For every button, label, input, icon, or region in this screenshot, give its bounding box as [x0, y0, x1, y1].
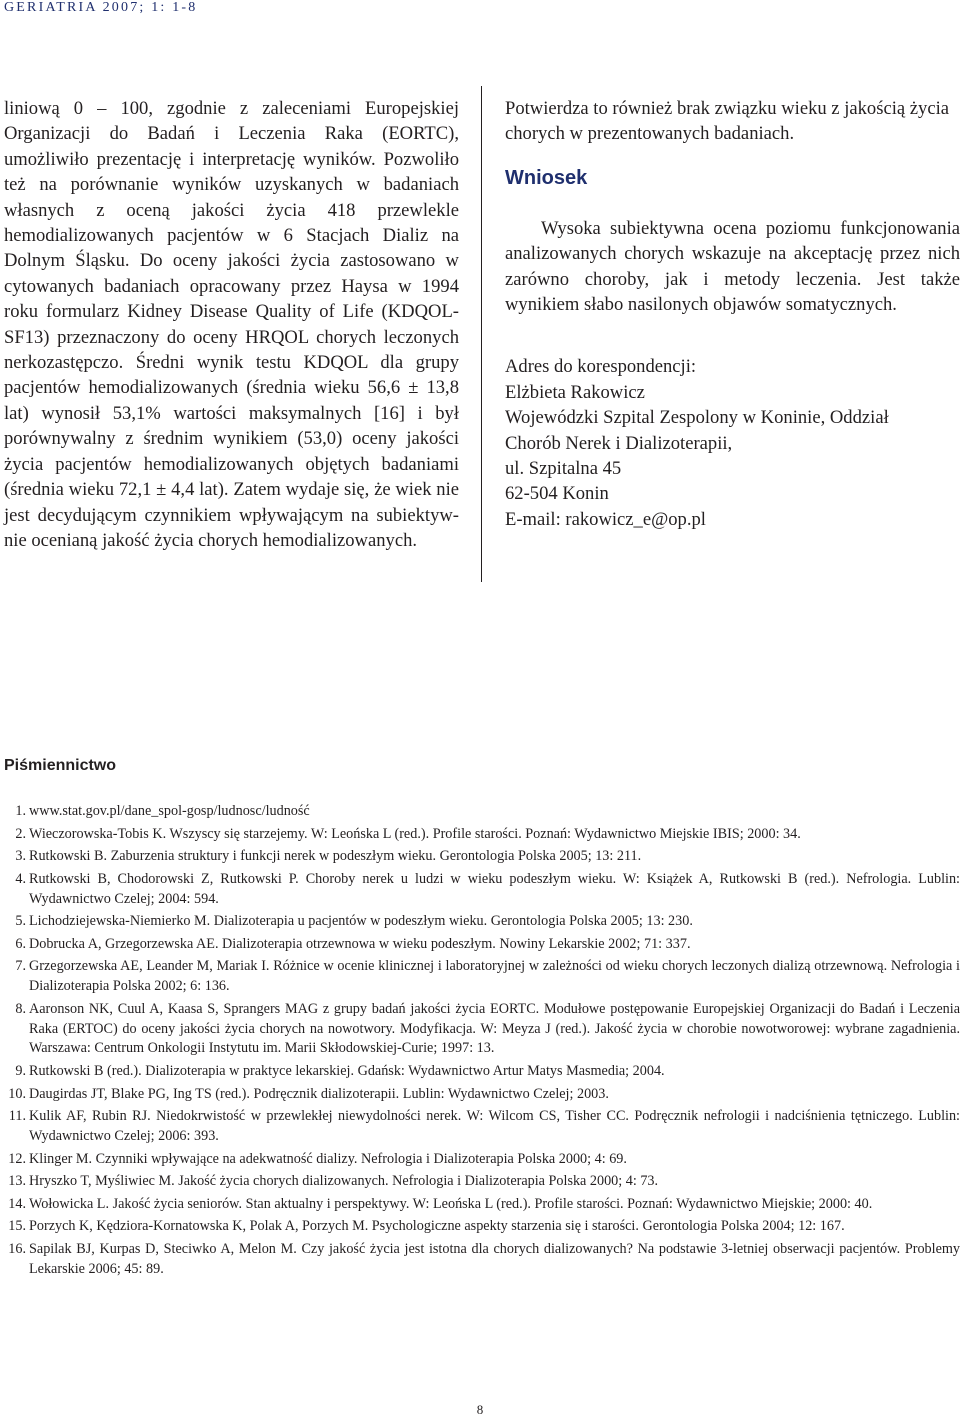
- reference-text: Lichodziejewska-Niemierko M. Dializoterapia u pacjentów w podeszłym wieku. Gerontologia Polska 2005; 13: 230.: [29, 913, 693, 930]
- reference-item: [4, 1240, 960, 1280]
- correspondence-address: [505, 354, 960, 532]
- reference-item: [4, 1195, 960, 1215]
- reference-number: 4.: [15, 870, 26, 887]
- reference-text: Dobrucka A, Grzegorzewska AE. Dializoterapia otrzewnowa w wieku podeszłym. Nowiny Lekarskie 2002; 71: 337.: [29, 935, 691, 952]
- intro-paragraph: Potwierdza to również brak związku wieku z jakością życia chorych w prezentowanych badaniach.: [505, 98, 949, 145]
- reference-item: [4, 825, 960, 845]
- reference-number: 9.: [15, 1062, 26, 1079]
- reference-item: [4, 847, 960, 867]
- reference-item: [4, 1000, 960, 1059]
- column-divider: [481, 86, 482, 582]
- reference-number: 3.: [15, 848, 26, 865]
- reference-number: 14.: [8, 1195, 26, 1212]
- reference-number: 13.: [8, 1173, 26, 1190]
- reference-item: [4, 912, 960, 932]
- reference-item: [4, 957, 960, 997]
- left-column: [4, 96, 459, 553]
- reference-text: Kulik AF, Rubin RJ. Niedokrwistość w przewlekłej niewydolności nerek. W: Wilcom CS, Tisher CC. Podręcznik nefrologii i nadciśnienia tętniczego. Lublin: Wydawnictwo Czelej; 2006: 393.: [29, 1108, 960, 1144]
- reference-text: Klinger M. Czynniki wpływające na adekwatność dializy. Nefrologia i Dializoterapia Polska 2000; 4: 69.: [29, 1150, 627, 1167]
- page-number: 8: [476, 1402, 484, 1417]
- references-heading: Piśmiennictwo: [4, 757, 117, 774]
- conclusion-heading: Wniosek: [505, 166, 588, 189]
- street: ul. Szpitalna 45: [505, 458, 622, 480]
- journal-running-header: GERIATRIA 2007; 1: 1-8: [4, 0, 198, 15]
- reference-number: 11.: [8, 1108, 26, 1125]
- reference-number: 5.: [15, 913, 26, 930]
- reference-text: Daugirdas JT, Blake PG, Ing TS (red.). Podręcznik dializoterapii. Lublin: Wydawnictwo Czelej; 2003.: [29, 1085, 609, 1102]
- reference-item: [4, 1062, 960, 1082]
- address-label: Adres do korespondencji:: [505, 356, 697, 378]
- reference-item: [4, 870, 960, 910]
- reference-number: 8.: [15, 1000, 26, 1017]
- reference-text: Rutkowski B. Zaburzenia struktury i funkcji nerek w podeszłym wieku. Gerontologia Polska 2005; 13: 211.: [29, 848, 642, 865]
- reference-text: www.stat.gov.pl/dane_spol-gosp/ludnosc/ludność: [29, 803, 310, 819]
- reference-number: 15.: [8, 1218, 26, 1235]
- institution-line-1: Wojewódzki Szpital Zespolony w Koninie, Oddział: [505, 407, 889, 429]
- reference-number: 7.: [15, 958, 26, 975]
- reference-text: Rutkowski B, Chodorowski Z, Rutkowski P. Choroby nerek u ludzi w wieku podeszłym wieku. W: Książek A, Rutkowski B (red.). Nefrologia. Lublin: Wydawnictwo Czelej; 2004: 594.: [29, 870, 960, 907]
- reference-number: 10.: [8, 1085, 26, 1102]
- reference-text: Rutkowski B (red.). Dializoterapia w praktyce lekarskiej. Gdańsk: Wydawnictwo Artur Matys Masmedia; 2004.: [29, 1062, 665, 1079]
- reference-text: Porzych K, Kędziora-Kornatowska K, Polak A, Porzych M. Psychologiczne aspekty starzenia się i starości. Gerontologia Polska 2004; 12: 167.: [29, 1218, 845, 1235]
- reference-number: 2.: [15, 825, 26, 842]
- reference-text: Sapilak BJ, Kurpas D, Steciwko A, Melon M. Czy jakość życia jest istotna dla chorych dializowanych? Na podstawie 3-letniej obserwacji pacjentów. Problemy Lekarskie 2006; 45: 89.: [29, 1240, 960, 1277]
- reference-text: Aaronson NK, Cuul A, Kaasa S, Sprangers MAG z grupy badań jakości życia EORTC. Modułowe postępowanie Europejskiej Organizacji do Badań i Leczenia Raka (ERTOC) do oceny jakości życia chorych na nowotwory. Modyfikacja. W: Meyza J (red.). Jakość życia w chorobie nowotworowej: wybrane zagadnienia. Warszawa: Centrum Onkologii Instytutu im. Marii Skłodowskiej-Curie; 1997: 13.: [29, 1000, 960, 1057]
- institution-line-2: Chorób Nerek i Dializoterapii,: [505, 432, 733, 454]
- conclusion-paragraph: Wysoka subiektywna ocena poziomu funkcjonowania analizowanych chorych wskazuje na akceptację przez nich zarówno choroby, jak i metody leczenia. Jest także wynikiem słabo nasilonych objawów somatycznych.: [505, 217, 960, 316]
- body-paragraph: liniową 0 – 100, zgodnie z zaleceniami Europejskiej Organizacji do Badań i Leczenia Raka (EORTC), umożliwiło prezentację i interpretację wyników. Pozwoliło też na porównanie wyników uzyskanych w badaniach własnych z oceną jakości życia 418 przewlekle hemodializowanych pacjentów w 6 Stacjach Dializ na Dolnym Śląsku. Do oceny jakości życia zastosowano w cytowanych badaniach opracowany przez Haysa w 1994 roku formularz Kidney Disease Quality of Life (KDQOL-SF13) przeznaczony do oceny HRQOL chorych leczonych nerkozastępczo. Średni wynik testu KDQOL dla grupy pacjentów hemodializowanych (średnia wieku 56,6 ± 13,8 lat) wynosił 53,1% wartości maksymalnych [16] i był porównywalny z średnim wynikiem (53,0) oceny jakości życia pacjentów hemodializowanych objętych badaniami (średnia wieku 72,1 ± 4,4 lat). Zatem wydaje się, że wiek nie jest decydującym czynnikiem wpływającym na subiektywnie ocenianą jakość życia chorych hemodializowanych.: [4, 98, 459, 551]
- reference-number: 6.: [15, 935, 26, 952]
- city: 62-504 Konin: [505, 483, 609, 505]
- reference-item: [4, 1150, 960, 1170]
- email[interactable]: E-mail: rakowicz_e@op.pl: [505, 508, 706, 530]
- references-list: [4, 802, 960, 1282]
- reference-item: [4, 1172, 960, 1192]
- reference-item: [4, 802, 960, 822]
- reference-text: Grzegorzewska AE, Leander M, Mariak I. Różnice w ocenie klinicznej i laboratoryjnej w zależności od wieku chorych leczonych dializą otrzewnową. Nefrologia i Dializoterapia Polska 2002; 6: 136.: [29, 958, 960, 995]
- reference-text: Wołowicka L. Jakość życia seniorów. Stan aktualny i perspektywy. W: Leońska L (red.). Profile starości. Poznań: Wydawnictwo Miejskie; 2000: 40.: [29, 1195, 873, 1212]
- reference-number: 16.: [8, 1240, 26, 1257]
- right-column: [505, 96, 960, 532]
- author-name: Elżbieta Rakowicz: [505, 381, 645, 403]
- reference-item: [4, 1107, 960, 1147]
- reference-text: Hryszko T, Myśliwiec M. Jakość życia chorych dializowanych. Nefrologia i Dializoterapia Polska 2000; 4: 73.: [29, 1173, 659, 1190]
- reference-item: [4, 1085, 960, 1105]
- reference-item: [4, 1217, 960, 1237]
- reference-text: Wieczorowska-Tobis K. Wszyscy się starzejemy. W: Leońska L (red.). Profile starości. Poznań: Wydawnictwo Miejskie IBIS; 2000: 34.: [29, 825, 801, 842]
- reference-item: [4, 935, 960, 955]
- reference-number: 1.: [15, 803, 26, 819]
- reference-number: 12.: [8, 1150, 26, 1167]
